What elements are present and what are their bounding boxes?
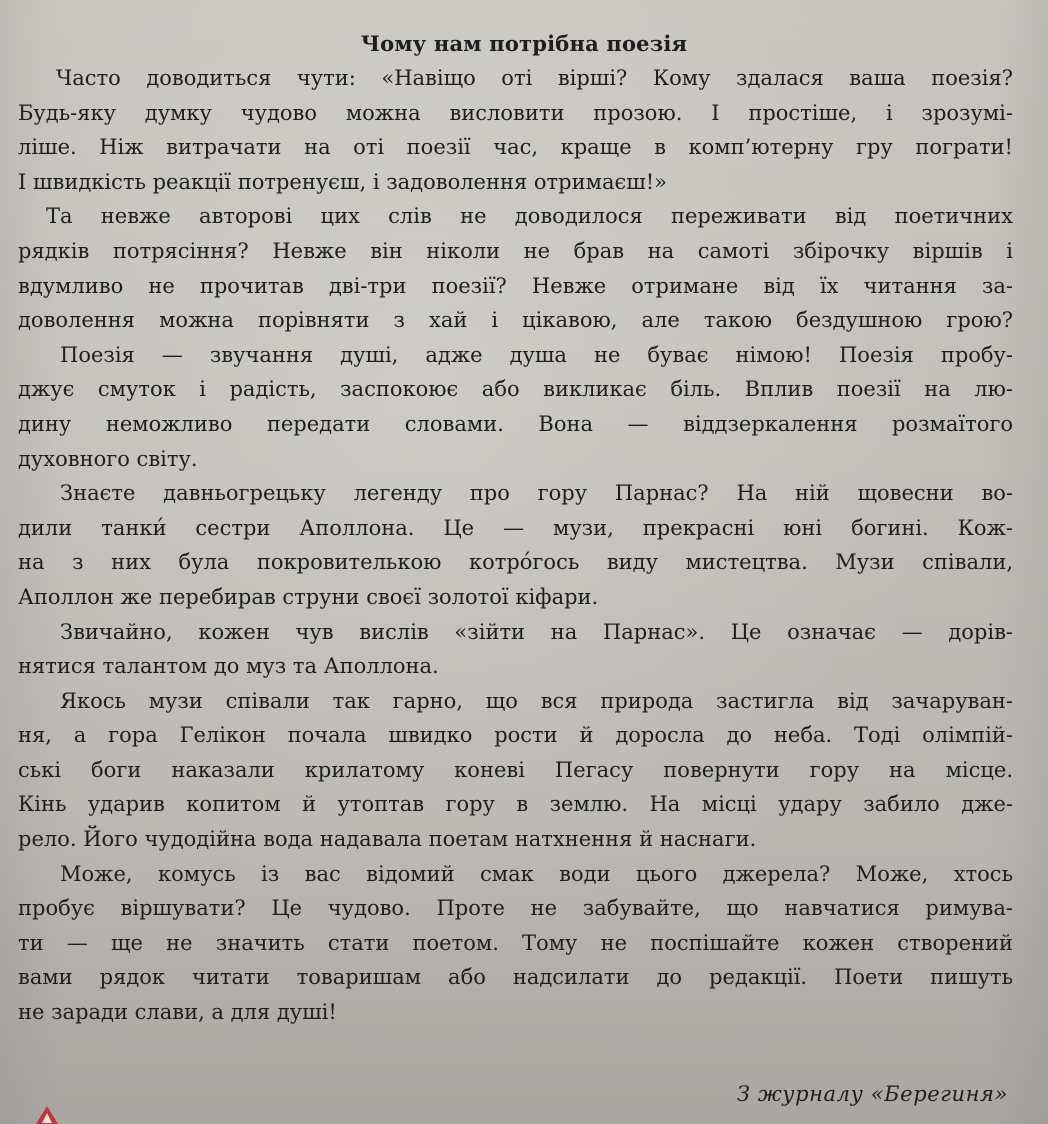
- paragraph-line: нятися талантом до муз та Аполлона.: [18, 654, 439, 679]
- source-attribution: З журналу «Берегиня»: [736, 1082, 1008, 1106]
- paragraph-line: ські боги наказали крилатому коневі Пегасу повернути гору на місце.: [18, 757, 1013, 782]
- paragraph-line: Поезія — звучання душі, адже душа не буває німою! Поезія пробу-: [60, 342, 1013, 367]
- paragraph-7: [18, 857, 1013, 1030]
- paragraph-line: джує смуток і радість, заспокоює або викликає біль. Вплив поезії на лю-: [18, 377, 1013, 402]
- paragraph-line: Та невже авторові цих слів не доводилося переживати від поетичних: [46, 204, 1013, 229]
- paragraph-line: Аполлон же перебирав струни своєї золотої кіфари.: [18, 584, 599, 609]
- paragraph-line: Будь-яку думку чудово можна висловити прозою. І простіше, і зрозумі-: [18, 100, 1013, 125]
- paragraph-line: Кінь ударив копитом й утоптав гору в землю. На місці удару забило дже-: [18, 792, 1013, 817]
- paragraph-line: ліше. Ніж витрачати на оті поезії час, краще в комп’ютерну гру пограти!: [18, 135, 1013, 160]
- paragraph-line: Часто доводиться чути: «Навіщо оті вірші? Кому здалася ваша поезія?: [56, 66, 1013, 90]
- article-body: [18, 61, 1013, 1030]
- paragraph-line: вдумливо не прочитав дві-три поезії? Невже отримане від їх читання за-: [18, 273, 1013, 298]
- paragraph-6: [18, 684, 1013, 857]
- paragraph-line: рело. Його чудодійна вода надавала поетам натхнення й наснаги.: [18, 827, 757, 852]
- paragraph-line: дину неможливо передати словами. Вона — віддзеркалення розмаїтого: [18, 411, 1013, 436]
- paragraph-line: доволення можна порівняти з хай і цікавою, але такою бездушною грою?: [18, 308, 1013, 333]
- paragraph-line: дили танки́ сестри Аполлона. Це — музи, прекрасні юні богині. Кож-: [18, 515, 1013, 540]
- paragraph-line: рядків потрясіння? Невже він ніколи не брав на самоті збірочку віршів і: [18, 238, 1013, 263]
- paragraph-line: ти — ще не значить стати поетом. Тому не поспішайте кожен створений: [18, 930, 1013, 955]
- paragraph-line: не заради слави, а для душі!: [18, 1000, 337, 1025]
- paragraph-line: ня, а гора Гелікон почала швидко рости й доросла до неба. Тоді олімпій-: [18, 723, 1013, 748]
- paragraph-line: пробує віршувати? Це чудово. Проте не забувайте, що навчатися римува-: [18, 896, 1013, 921]
- paragraph-5: [18, 615, 1013, 684]
- paragraph-line: Знаєте давньогрецьку легенду про гору Парнас? На ній щовесни во-: [60, 481, 1013, 506]
- paragraph-4: [18, 476, 1013, 614]
- page-title: Чому нам потрібна поезія: [360, 31, 688, 56]
- paragraph-line: духовного світу.: [18, 446, 198, 471]
- paragraph-line: Може, комусь із вас відомий смак води цього джерела? Може, хтось: [60, 861, 1013, 886]
- paragraph-line: вами рядок читати товаришам або надсилати до редакції. Поети пишуть: [18, 965, 1013, 990]
- paragraph-3: [18, 338, 1013, 476]
- paragraph-line: на з них була покровителькою котро́гось виду мистецтва. Музи співали,: [18, 550, 1013, 575]
- paragraph-line: І швидкість реакції потренуєш, і задоволення отримаєш!»: [18, 169, 668, 194]
- paragraph-1: [18, 61, 1013, 199]
- paragraph-line: Якось музи співали так гарно, що вся природа застигла від зачаруван-: [60, 688, 1013, 713]
- paragraph-line: Звичайно, кожен чув вислів «зійти на Парнас». Це означає — дорів-: [60, 619, 1013, 644]
- paragraph-2: [18, 199, 1013, 337]
